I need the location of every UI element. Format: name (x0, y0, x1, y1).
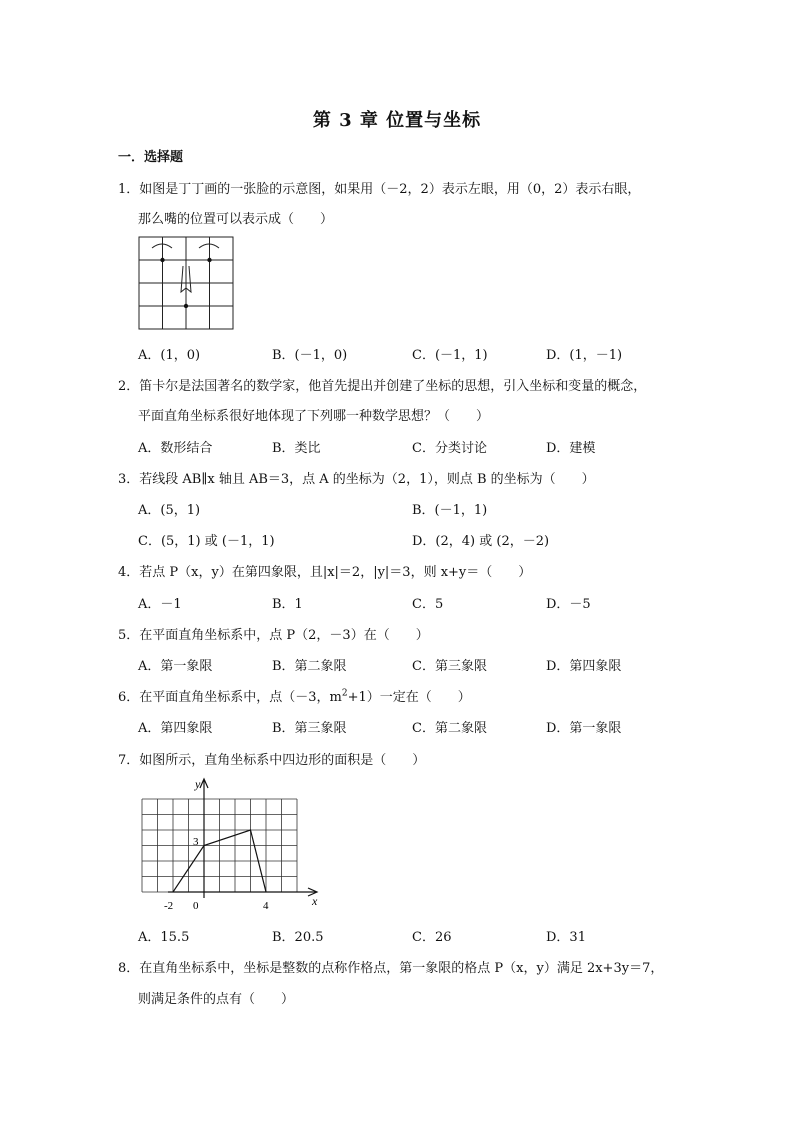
q1-text-line1: 1．如图是丁丁画的一张脸的示意图，如果用（－2，2）表示左眼，用（0，2）表示右眼， (118, 182, 641, 197)
face-grid-figure (138, 236, 236, 332)
q1-option-d[interactable]: D．(1，－1) (546, 348, 623, 363)
q7-option-c[interactable]: C．26 (412, 930, 452, 945)
q5-option-b[interactable]: B．第二象限 (272, 659, 347, 674)
q4-option-a[interactable]: A．－1 (138, 597, 182, 612)
q2-option-d[interactable]: D．建模 (546, 441, 596, 456)
page-title: 第 3 章 位置与坐标 (312, 110, 482, 131)
q6-option-d[interactable]: D．第一象限 (546, 721, 622, 736)
q5-option-c[interactable]: C．第三象限 (412, 659, 487, 674)
q6-text-line1 (118, 686, 471, 705)
q3-option-c[interactable]: C．(5，1) 或 (－1，1) (138, 534, 275, 549)
right-eye-dot (207, 258, 211, 262)
q3-option-d[interactable]: D．(2，4) 或 (2，－2) (412, 534, 550, 549)
q4-text-line1: 4．若点 P（x，y）在第四象限，且|x|＝2，|y|＝3，则 x+y＝（ ） (118, 565, 532, 580)
label-neg2: -2 (164, 900, 174, 912)
q8-text-line2: 则满足条件的点有（ ） (138, 992, 295, 1007)
q6-option-c[interactable]: C．第二象限 (412, 721, 487, 736)
q1-option-b[interactable]: B．(－1，0) (272, 348, 348, 363)
q4-option-d[interactable]: D．－5 (546, 597, 591, 612)
q4-option-b[interactable]: B．1 (272, 597, 303, 612)
q5-option-d[interactable]: D．第四象限 (546, 659, 622, 674)
q5-option-a[interactable]: A．第一象限 (138, 659, 213, 674)
q7-option-b[interactable]: B．20.5 (272, 930, 324, 945)
left-eye-dot (160, 258, 164, 262)
q4-option-c[interactable]: C．5 (412, 597, 444, 612)
q2-text-line1: 2．笛卡尔是法国著名的数学家，他首先提出并创建了坐标的思想，引入坐标和变量的概念， (118, 379, 647, 394)
q2-option-a[interactable]: A．数形结合 (138, 441, 213, 456)
mouth-dot (184, 304, 188, 308)
q1-option-a[interactable]: A．(1，0) (138, 348, 201, 363)
q1-option-c[interactable]: C．(－1，1) (412, 348, 488, 363)
q3-option-a[interactable]: A．(5，1) (138, 503, 201, 518)
q1-text-line2: 那么嘴的位置可以表示成（ ） (138, 212, 334, 227)
q2-option-b[interactable]: B．类比 (272, 441, 321, 456)
q7-option-a[interactable]: A．15.5 (138, 930, 190, 945)
q2-text-line2: 平面直角坐标系很好地体现了下列哪一种数学思想？（ ） (138, 409, 490, 424)
q6-text-post: +1）一定在（ ） (347, 690, 471, 705)
q5-text-line1: 5．在平面直角坐标系中，点 P（2，－3）在（ ） (118, 628, 429, 643)
section-heading: 一．选择题 (118, 150, 184, 165)
q2-option-c[interactable]: C．分类讨论 (412, 441, 487, 456)
q7-option-d[interactable]: D．31 (546, 930, 586, 945)
q6-option-a[interactable]: A．第四象限 (138, 721, 213, 736)
label-zero: 0 (193, 900, 199, 912)
q6-superscript: 2 (341, 688, 348, 699)
q3-option-b[interactable]: B．(－1，1) (412, 503, 488, 518)
q6-option-b[interactable]: B．第三象限 (272, 721, 347, 736)
label-three: 3 (193, 836, 199, 848)
label-four: 4 (263, 900, 269, 912)
x-axis-label: x (312, 894, 318, 908)
q8-text-line1: 8．在直角坐标系中，坐标是整数的点称作格点，第一象限的格点 P（x，y）满足 2x+3y＝7， (118, 961, 664, 976)
q7-text-line1: 7．如图所示，直角坐标系中四边形的面积是（ ） (118, 753, 426, 768)
q6-text-pre: 6．在平面直角坐标系中，点（－3，m (118, 690, 342, 705)
q3-text-line1: 3．若线段 AB∥x 轴且 AB＝3，点 A 的坐标为（2，1），则点 B 的坐标为（ ） (118, 472, 595, 487)
quadrilateral-figure (138, 774, 328, 916)
y-axis-label: y (195, 777, 201, 791)
